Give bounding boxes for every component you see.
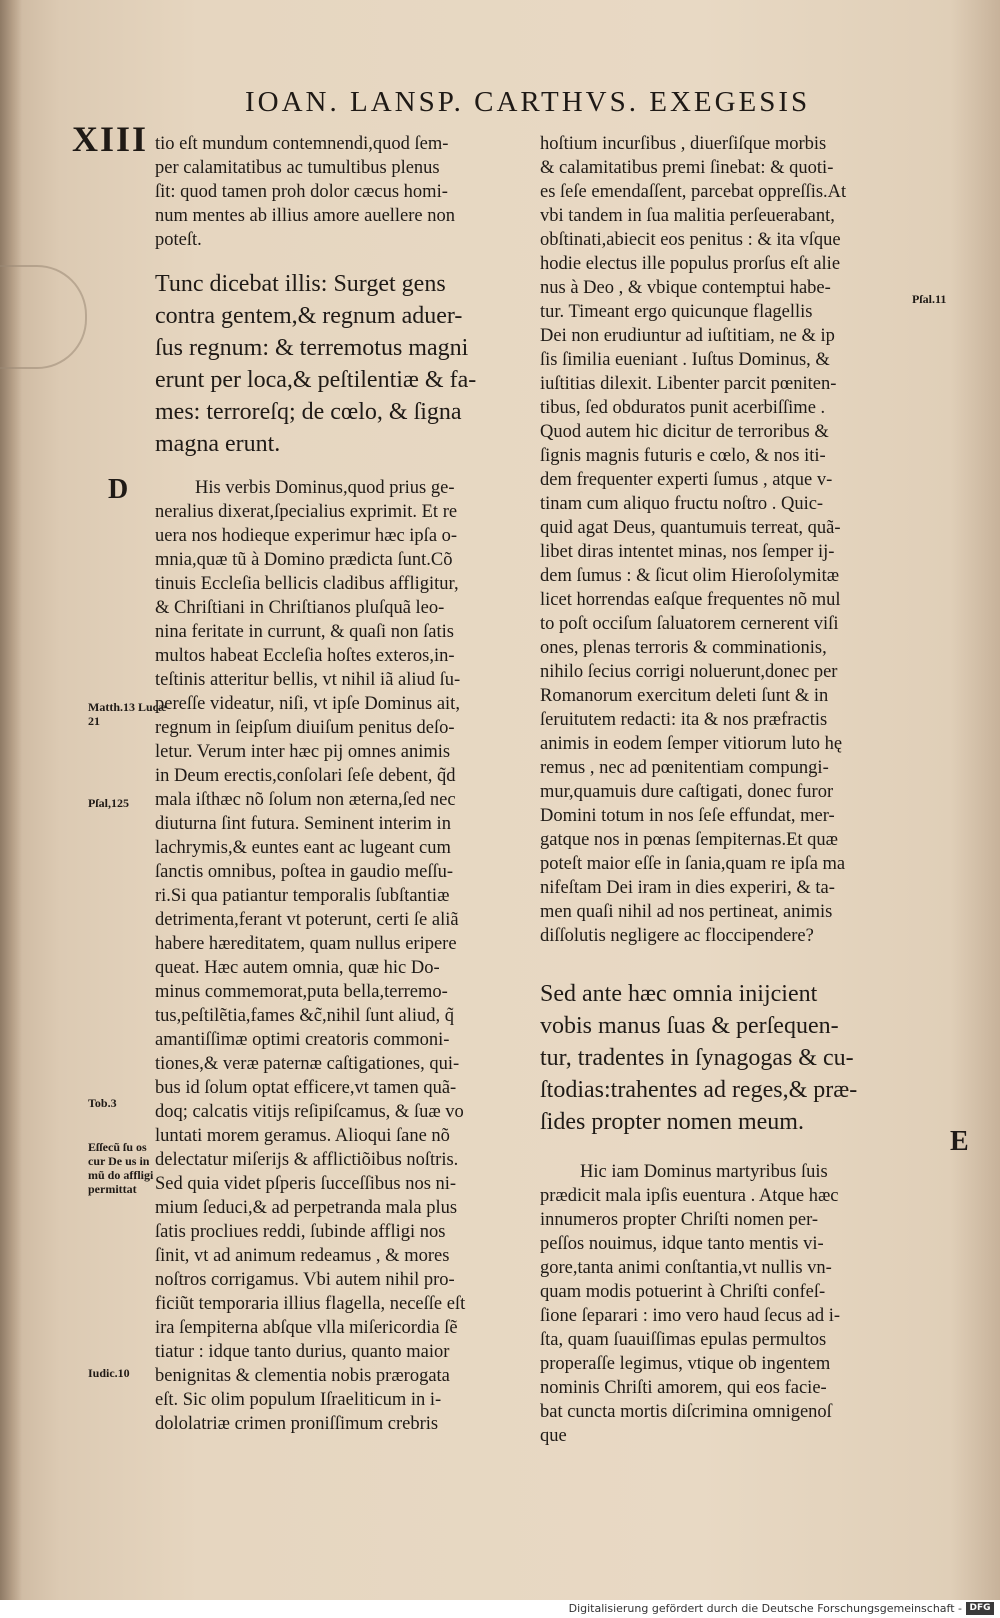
text-line: libet diras intentet minas, nos ſemper ij-: [540, 542, 835, 562]
text-line: gatque nos in pœnas ſempiternas.Et quæ: [540, 830, 839, 850]
section-initial-right: E: [950, 1126, 969, 1157]
lemma-line: ſides propter nomen meum.: [540, 1109, 804, 1135]
text-line: luntati morem geramus. Alioqui ſane nõ: [155, 1126, 450, 1146]
right-body: [540, 132, 925, 948]
text-line: es ſeſe emendaſſent, parcebat oppreſſis.At: [540, 182, 847, 202]
page-number: XIII: [72, 119, 149, 159]
text-line: dololatriæ crimen proniſſimum crebris: [155, 1414, 439, 1434]
text-line: tinuis Eccleſia bellicis cladibus affligitur,: [155, 574, 459, 594]
dfg-logo: DFG: [966, 1602, 994, 1615]
text-line: & calamitatibus premi ſinebat: & quoti-: [540, 158, 834, 178]
lemma-line: vobis manus ſuas & perſequen-: [540, 1013, 839, 1039]
text-line: vbi tandem in ſua malitia perſeuerabant,: [540, 206, 835, 226]
text-line: delectatur miſerijs & afflictiõibus noſtris.: [155, 1150, 459, 1170]
text-line: innumeros propter Chriſti nomen per-: [540, 1210, 819, 1230]
text-line: tiatur : idque tanto durius, quanto maior: [155, 1342, 450, 1362]
text-line: Dei non erudiuntur ad iuſtitiam, ne & ip: [540, 326, 835, 346]
text-line: tinam cum aliquo fructu noſtro . Quic-: [540, 494, 824, 514]
lemma-line: Tunc dicebat illis: Surget gens: [155, 271, 446, 297]
text-line: His verbis Dominus,quod prius ge-: [195, 478, 455, 498]
right-text-column: [540, 132, 925, 1448]
text-line: to poſt occiſum ſaluatorem cernerent viſi: [540, 614, 839, 634]
text-line: quid agat Deus, quantumuis terreat, quã-: [540, 518, 841, 538]
text-line: letur. Verum inter hæc pij omnes animis: [155, 742, 451, 762]
text-line: doq; calcatis vitijs reſipiſcamus, & ſuæ vo: [155, 1102, 464, 1122]
text-line: ſinit, vt ad animum redeamus , & mores: [155, 1246, 450, 1266]
text-line: prædicit mala ipſis euentura . Atque hæc: [540, 1186, 839, 1206]
margin-note-cur: Eſſecũ ſu os cur De us in mũ do affligi permittat: [88, 1140, 154, 1196]
left-text-column: [155, 132, 525, 1436]
text-line: multos habeat Eccleſia hoſtes exteros,in-: [155, 646, 455, 666]
text-line: pereſſe videatur, niſi, vt ipſe Dominus ait,: [155, 694, 460, 714]
text-line: in Deum erectis,conſolari ſeſe debent, q̃d: [155, 766, 456, 786]
text-line: mnia,quæ tũ à Domino prædicta ſunt.Cõ: [155, 550, 453, 570]
text-line: & Chriſtiani in Chriſtianos pluſquã leo-: [155, 598, 445, 618]
text-line: nina feritate in currunt, & quaſi non ſatis: [155, 622, 454, 642]
text-line: ſis ſimilia eueniant . Iuſtus Dominus, &: [540, 350, 830, 370]
text-line: Romanorum exercitum deleti ſunt & in: [540, 686, 829, 706]
lemma-line: magna erunt.: [155, 431, 281, 457]
text-line: minus commemorat,puta bella,terremo-: [155, 982, 448, 1002]
text-line: animis in eodem ſemper vitiorum luto hę: [540, 734, 843, 754]
lemma-line: tur, tradentes in ſynagogas & cu-: [540, 1045, 854, 1071]
text-line: lachrymis,& euntes eant ac lugeant cum: [155, 838, 451, 858]
text-line: Sed quia videt pſperis ſucceſſibus nos ni-: [155, 1174, 457, 1194]
text-line: uera nos hodieque experimur hæc ipſa o-: [155, 526, 458, 546]
footer-bar: [0, 1600, 1000, 1618]
text-line: bat cuncta mortis diſcrimina omnigenoſ: [540, 1402, 832, 1422]
lemma-line: ſus regnum: & terremotus magni: [155, 335, 469, 361]
margin-note-tob: Tob.3: [88, 1096, 117, 1110]
text-line: iuſtitias dilexit. Libenter parcit pœniten-: [540, 374, 837, 394]
right-body-bottom: [540, 1160, 925, 1448]
text-line: detrimenta,ferant vt poterunt, certi ſe aliã: [155, 910, 459, 930]
margin-note-matth: Matth.13 Lucæ 21: [88, 700, 167, 728]
section-initial-left: D: [108, 474, 129, 505]
text-line: amantiſſimæ optimi creatoris commoni-: [155, 1030, 450, 1050]
lemma-line: erunt per loca,& peſtilentiæ & fa-: [155, 367, 477, 393]
text-line: tio eſt mundum contemnendi,quod ſem-: [155, 134, 449, 154]
text-line: nominis Chriſti amorem, qui eos facie-: [540, 1378, 827, 1398]
text-line: queat. Hæc autem omnia, quæ hic Do-: [155, 958, 440, 978]
text-line: neralius dixerat,ſpecialius exprimit. Et re: [155, 502, 458, 522]
text-line: ſta, quam ſuauiſſimas epulas permultos: [540, 1330, 827, 1350]
text-line: eſt. Sic olim populum Iſraeliticum in i-: [155, 1390, 442, 1410]
text-line: regnum in ſeipſum diuiſum penitus deſo-: [155, 718, 455, 738]
text-line: ficiũt temporaria illius flagella, neceſſe eſt: [155, 1294, 466, 1314]
lemma-line: Sed ante hæc omnia inijcient: [540, 981, 818, 1007]
text-line: tiones,& veræ paternæ caſtigationes, qui-: [155, 1054, 460, 1074]
footer-credit: Digitalisierung gefördert durch die Deutsche Forschungsgemeinschaft -: [568, 1602, 962, 1615]
text-line: ri.Si qua patiantur temporalis ſubſtantiæ: [155, 886, 450, 906]
text-line: nus à Deo , & vbique contemptui habe-: [540, 278, 831, 298]
text-line: per calamitatibus ac tumultibus plenus: [155, 158, 440, 178]
text-line: hoſtium incurſibus , diuerſiſque morbis: [540, 134, 827, 154]
lemma-line: contra gentem,& regnum aduer-: [155, 303, 463, 329]
text-line: diſſolutis negligere ac floccipendere?: [540, 926, 814, 946]
text-line: ſanctis omnibus, poſtea in gaudio meſſu-: [155, 862, 454, 882]
text-line: mala iſthæc nõ ſolum non æterna,ſed nec: [155, 790, 456, 810]
text-line: nihilo ſecius corrigi noluerunt,donec per: [540, 662, 838, 682]
text-line: benignitas & clementia nobis prærogata: [155, 1366, 450, 1386]
text-line: noſtros corrigamus. Vbi autem nihil pro-: [155, 1270, 455, 1290]
text-line: mur,quamuis dure caſtigati, donec furor: [540, 782, 834, 802]
text-line: Domini totum in nos ſeſe effundat, mer-: [540, 806, 835, 826]
text-line: tur. Timeant ergo quicunque flagellis: [540, 302, 813, 322]
lemma-line: mes: terroreſq; de cœlo, & ſigna: [155, 399, 462, 425]
text-line: ſit: quod tamen proh dolor cæcus homi-: [155, 182, 448, 202]
left-body: [155, 476, 525, 1436]
text-line: habere hæreditatem, quam nullus eripere: [155, 934, 457, 954]
margin-note-iudic: Iudic.10: [88, 1366, 130, 1380]
paper-clip-mark: [0, 265, 87, 369]
text-line: ira ſempiterna abſque vlla miſericordia ſẽ: [155, 1318, 458, 1338]
text-line: properaſſe legimus, vtique ob ingentem: [540, 1354, 831, 1374]
text-line: peſſos nouimus, idque tanto mentis vi-: [540, 1234, 824, 1254]
text-line: num mentes ab illius amore auellere non: [155, 206, 456, 226]
text-line: ſatis procliues reddi, ſubinde affligi nos: [155, 1222, 446, 1242]
text-line: nifeſtam Dei iram in dies experiri, & ta-: [540, 878, 835, 898]
text-line: Hic iam Dominus martyribus ſuis: [580, 1162, 828, 1182]
text-line: licet horrendas eaſque frequentes nõ mul: [540, 590, 841, 610]
text-line: quam modis potuerint à Chriſti confeſ-: [540, 1282, 826, 1302]
left-body-top: [155, 132, 525, 252]
text-line: gore,tanta animi conſtantia,vt nullis vn-: [540, 1258, 832, 1278]
text-line: poteſt maior eſſe in ſania,quam re ipſa ma: [540, 854, 846, 874]
lemma-line: ſtodias:trahentes ad reges,& præ-: [540, 1077, 858, 1103]
text-line: ſeruitutem redacti: ita & nos præfractis: [540, 710, 828, 730]
text-line: dem frequenter experti ſumus , atque v-: [540, 470, 833, 490]
text-line: diuturna ſint futura. Seminent interim in: [155, 814, 451, 834]
margin-note-psal-left: Pſal,125: [88, 796, 129, 810]
right-lemma: [540, 978, 925, 1138]
margin-note-psal-right: Pſal.11: [912, 292, 947, 306]
running-title: IOAN. LANSP. CARTHVS. EXEGESIS: [245, 86, 811, 118]
text-line: hodie electus ille populus prorſus eſt alie: [540, 254, 841, 274]
text-line: ones, plenas terroris & comminationis,: [540, 638, 827, 658]
text-line: ſignis magnis futuris e cœlo, & nos iti-: [540, 446, 826, 466]
text-line: dem ſumus : & ſicut olim Hieroſolymitæ: [540, 566, 840, 586]
text-line: remus , nec ad pœnitentiam compungi-: [540, 758, 829, 778]
text-line: tibus, ſed obduratos punit acerbiſſime .: [540, 398, 826, 418]
text-line: que: [540, 1426, 567, 1446]
text-line: tus,peſtilẽtia,fames &c̃,nihil ſunt aliud, q̃: [155, 1006, 455, 1026]
text-line: men quaſi nihil ad nos pertineat, animis: [540, 902, 833, 922]
text-line: mium ſeduci,& ad perpetranda mala plus: [155, 1198, 458, 1218]
text-line: Quod autem hic dicitur de terroribus &: [540, 422, 829, 442]
text-line: teſtinis atteritur bellis, vt nihil iã aliud ſu-: [155, 670, 461, 690]
left-lemma: [155, 268, 525, 460]
text-line: bus id ſolum optat efficere,vt tamen quã-: [155, 1078, 457, 1098]
page-gutter-shadow: [0, 0, 22, 1600]
text-line: obſtinati,abiecit eos penitus : & ita vſque: [540, 230, 841, 250]
text-line: ſione ſeparari : imo vero haud ſecus ad i-: [540, 1306, 841, 1326]
text-line: poteſt.: [155, 230, 202, 250]
